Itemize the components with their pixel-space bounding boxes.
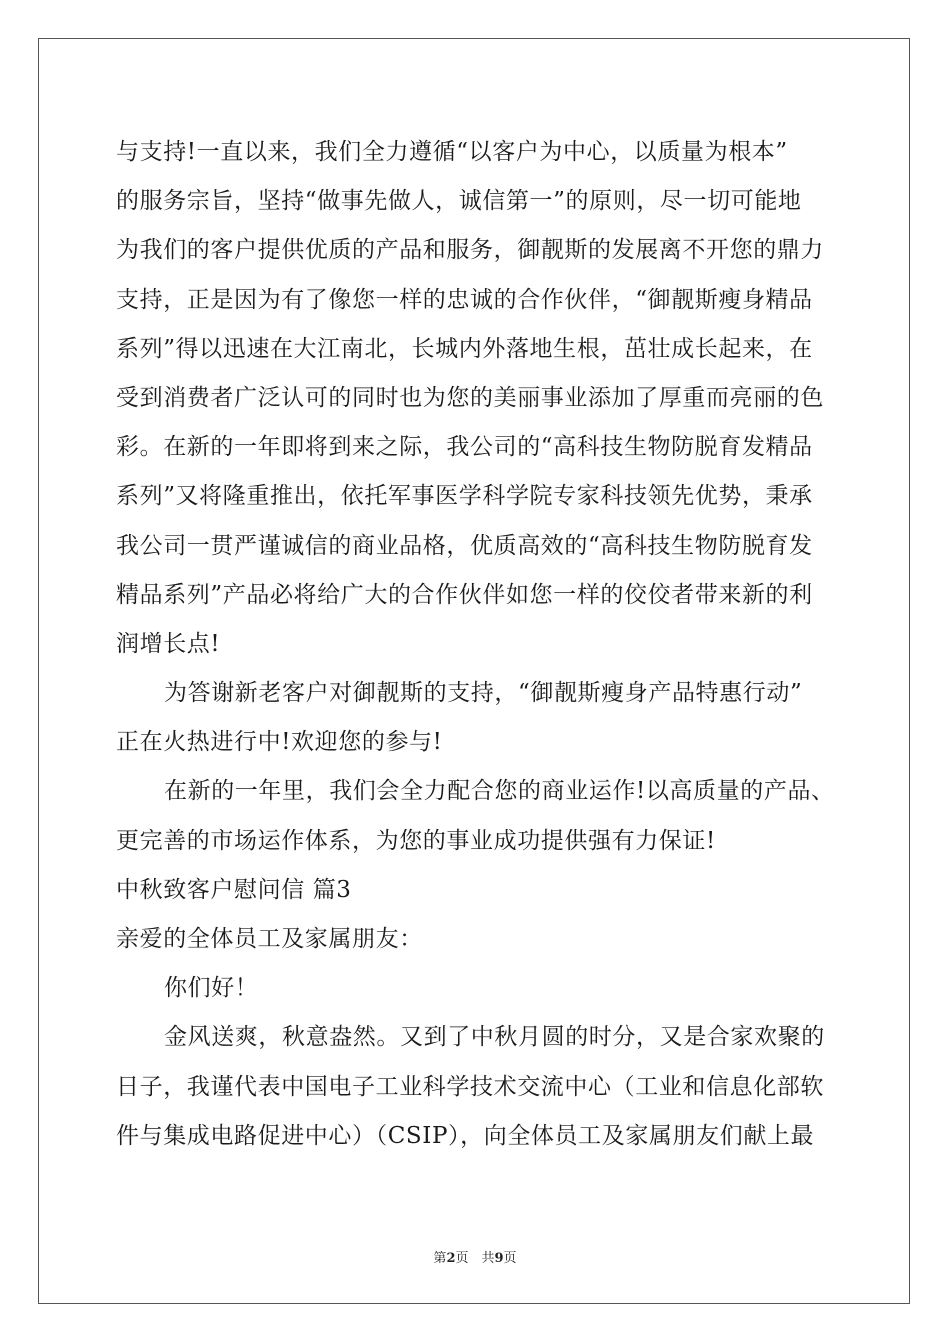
page-footer [0,1247,950,1266]
text-line: 与支持!一直以来，我们全力遵循“以客户为中心，以质量为根本” [116,139,788,165]
text-line: 日子，我谨代表中国电子工业科学技术交流中心（工业和信息化部软 [116,1073,824,1100]
paragraph-start: 金风送爽，秋意盎然。又到了中秋月圆的时分，又是合家欢聚的 [164,1024,825,1051]
text-line: 系列”得以迅速在大江南北，长城内外落地生根，茁壮成长起来，在 [116,335,813,362]
text-line: 件与集成电路促进中心）（CSIP），向全体员工及家属朋友们献上最 [116,1122,815,1149]
current-page-number: 2 [446,1251,456,1266]
section-heading: 中秋致客户慰问信 篇3 [116,876,352,903]
total-page-count: 9 [494,1251,504,1266]
footer-suffix: 页 [503,1251,517,1266]
text-line: 更完善的市场运作体系，为您的事业成功提供强有力保证! [116,827,716,854]
paragraph-start: 在新的一年里，我们会全力配合您的商业运作!以高质量的产品、 [164,778,835,805]
text-line: 的服务宗旨，坚持“做事先做人，诚信第一”的原则，尽一切可能地 [116,188,802,215]
document-body [116,128,836,1161]
paragraph-start: 为答谢新老客户对御靓斯的支持，“御靓斯瘦身产品特惠行动” [164,680,803,707]
text-line: 支持，正是因为有了像您一样的忠诚的合作伙伴，“御靓斯瘦身精品 [116,286,813,313]
text-line: 润增长点! [116,630,221,657]
text-line: 正在火热进行中!欢迎您的参与! [116,729,443,756]
salutation: 亲爱的全体员工及家属朋友： [116,926,423,952]
text-line: 受到消费者广泛认可的同时也为您的美丽事业添加了厚重而亮丽的色 [116,384,824,411]
text-line: 彩。在新的一年即将到来之际，我公司的“高科技生物防脱育发精品 [116,434,813,461]
footer-middle: 页 共 [455,1251,495,1266]
footer-prefix: 第 [433,1251,447,1266]
text-line: 精品系列”产品必将给广大的合作伙伴如您一样的佼佼者带来新的利 [116,581,813,608]
text-line: 为我们的客户提供优质的产品和服务，御靓斯的发展离不开您的鼎力 [116,237,824,264]
greeting: 你们好！ [164,975,259,1002]
text-line: 系列”又将隆重推出，依托军事医学科学院专家科技领先优势，秉承 [116,483,813,510]
text-line: 我公司一贯严谨诚信的商业品格，优质高效的“高科技生物防脱育发 [116,532,813,559]
